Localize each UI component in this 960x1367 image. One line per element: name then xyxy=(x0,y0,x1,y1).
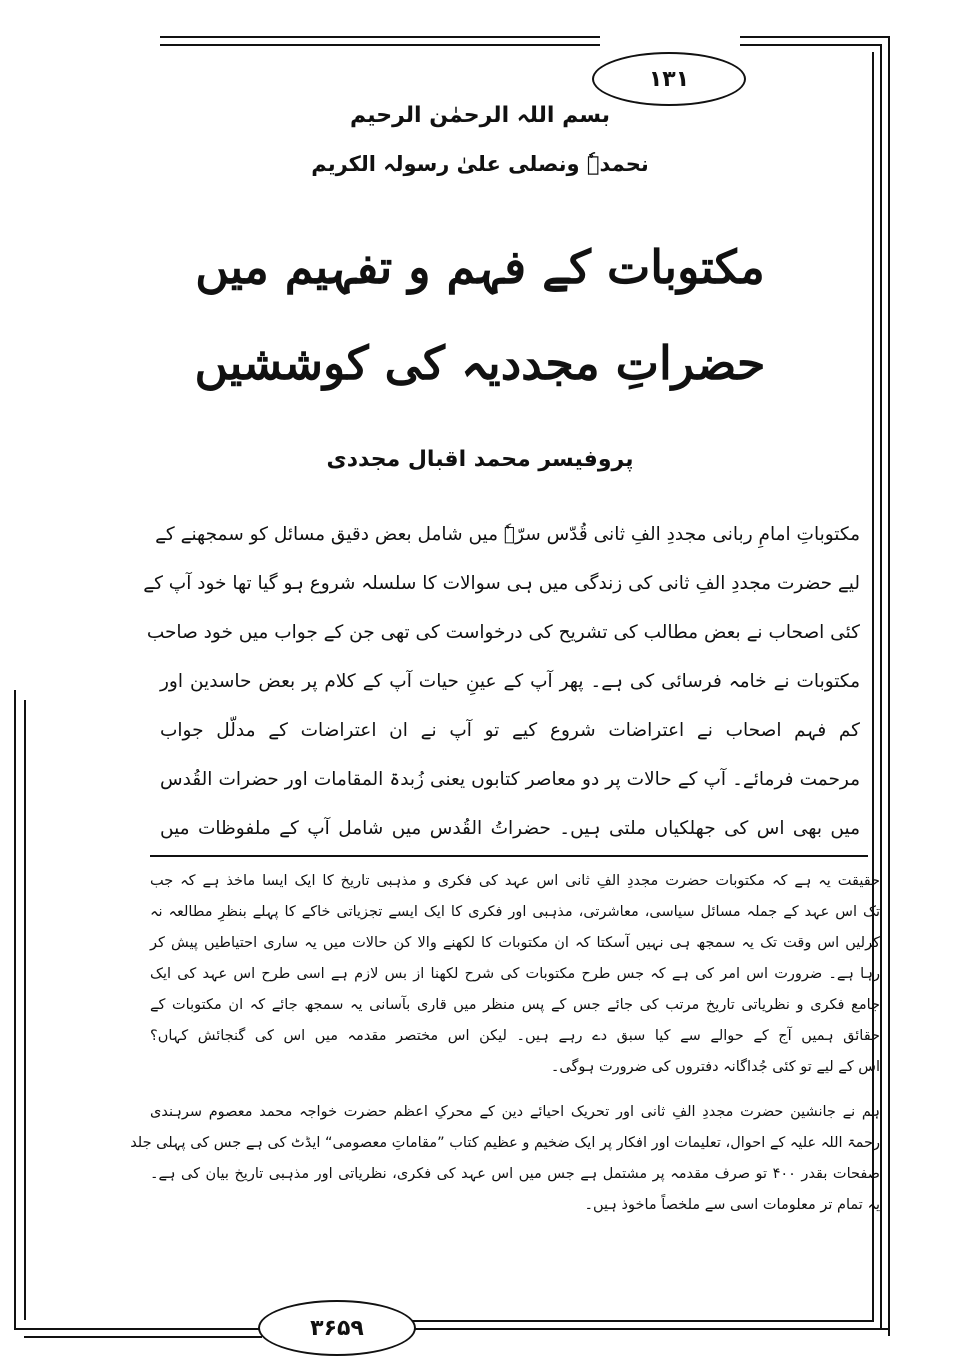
body-line: لیے حضرت مجددِ الفِ ثانی کی زندگی میں ہی سوالات کا سلسلہ شروع ہو گیا تھا خود آپ کے xyxy=(143,573,860,594)
footnote-2-line: یہ تمام تر معلومات اسی سے ملخصاً ماخوذ ہیں۔ xyxy=(584,1197,880,1213)
frame-right-line-2 xyxy=(880,44,882,1328)
footnote-1-line: اس کے لیے تو کئی جُداگانہ دفتروں کی ضرورت ہوگی۔ xyxy=(550,1059,880,1075)
frame-bottom-line-4 xyxy=(410,1320,874,1322)
body-line: میں بھی اس کی جھلکیاں ملتی ہیں۔ حضراتُ القُدس میں شامل آپ کے ملفوظات میں xyxy=(160,818,860,839)
bismillah: بسم اللہ الرحمٰن الرحیم xyxy=(349,103,610,128)
footnote-1-line: تک اس عہد کے جملہ مسائل سیاسی، معاشرتی، مذہبی اور فکری کا ایک ایسے تجزیاتی خاکے کا پہلے بنظرِ مطالعہ نہ xyxy=(150,904,880,920)
body-line: مکتوباتِ امامِ ربانی مجددِ الفِ ثانی قُدّس سرّہٗ میں شامل بعض دقیق مسائل کو سمجھنے کے xyxy=(155,524,860,545)
frame-left-line-2 xyxy=(24,700,26,1320)
body-line: مرحمت فرمائے۔ آپ کے حالات پر دو معاصر کتابوں یعنی زُبدۃ المقامات اور حضرات القُدس xyxy=(160,769,860,790)
body-line: کم فہم اصحاب نے اعتراضات شروع کیے تو آپ نے ان اعتراضات کے مدلّل جواب xyxy=(160,720,860,741)
frame-bottom-line-3 xyxy=(410,1328,890,1330)
footnote-divider xyxy=(150,855,868,857)
frame-top-line-3 xyxy=(740,36,890,38)
frame-left-line-1 xyxy=(14,690,16,1330)
footnote-2-line: رحمۃ اللہ علیہ کے احوال، تعلیمات اور افکار پر ایک ضخیم و عظیم کتاب ”مقاماتِ معصومی“ ایڈٹ کی ہے جس کی پہلی جلد xyxy=(130,1135,880,1151)
frame-bottom-line-2 xyxy=(24,1336,262,1338)
footnote-2-line: ہم نے جانشین حضرت مجددِ الفِ ثانی اور تحریک احیائے دین کے محرکِ اعظم حضرت خواجہ محمد معصوم سرہندی xyxy=(150,1104,880,1120)
frame-bottom-line-1 xyxy=(14,1328,262,1330)
body-line: کئی اصحاب نے بعض مطالب کی تشریح کی درخواست کی تھی جن کے جواب میں خود صاحب xyxy=(146,622,860,643)
body-line: مکتوبات نے خامہ فرسائی کی ہے۔ پھر آپ کے عینِ حیات آپ کے کلام پر بعض حاسدین اور xyxy=(160,671,860,692)
footnote-1-line: رہا ہے۔ ضرورت اس امر کی ہے کہ جس طرح مکتوبات کی شرح لکھنا از بس لازم ہے اسی طرح اس عہد کی ایک xyxy=(150,966,880,982)
frame-right-line-1 xyxy=(888,36,890,1336)
author-name: پروفیسر محمد اقبال مجددی xyxy=(326,447,634,472)
hamd-line: نحمدہٗ ونصلی علیٰ رسولہ الکریم xyxy=(311,152,649,176)
frame-top-line-4 xyxy=(740,44,882,46)
footnote-1-line: حقیقت یہ ہے کہ مکتوبات حضرت مجددِ الفِ ثانی اس عہد کی فکری و مذہبی تاریخ کا ایک ایسا ماخذ ہے کہ جب xyxy=(150,873,880,889)
body-paragraph xyxy=(143,510,860,853)
footnote-1-line: جامع فکری و نظریاتی تاریخ مرتب کی جائے جس کے پس منظر میں قاری بآسانی یہ سمجھ جائے کہ ان مکتوبات کے xyxy=(150,997,880,1013)
frame-top-line-2 xyxy=(160,44,600,46)
footnote-2-line: صفحات بقدر ۴۰۰ تو صرف مقدمہ پر مشتمل ہے جس میں اس عہد کی فکری، نظریاتی اور مذہبی تاریخ بیان کی ہے۔ xyxy=(150,1166,880,1182)
page-title-line-2: حضراتِ مجددیہ کی کوششیں xyxy=(194,336,766,390)
page-title-line-1: مکتوبات کے فہم و تفہیم میں xyxy=(195,240,765,294)
page-number-bottom xyxy=(258,1300,416,1356)
footnote-1-line: کرلیں اس وقت تک یہ سمجھ ہی نہیں آسکتا کہ ان مکتوبات کا لکھنے والا کن حالات میں یہ ساری احتیاطیں پیش کر xyxy=(150,935,880,951)
page-number-top xyxy=(592,52,746,106)
footnotes xyxy=(130,866,880,1221)
page-number-top-text: ۱۳۱ xyxy=(648,66,690,92)
footnote-1-line: حقائق ہمیں آج کے حوالے سے کیا سبق دے رہے ہیں۔ لیکن اس مختصر مقدمہ میں اس کی گنجائش کہاں؟ xyxy=(150,1028,880,1044)
page-number-bottom-text: ۳۶۵۹ xyxy=(310,1315,364,1341)
frame-top-line-1 xyxy=(160,36,600,38)
